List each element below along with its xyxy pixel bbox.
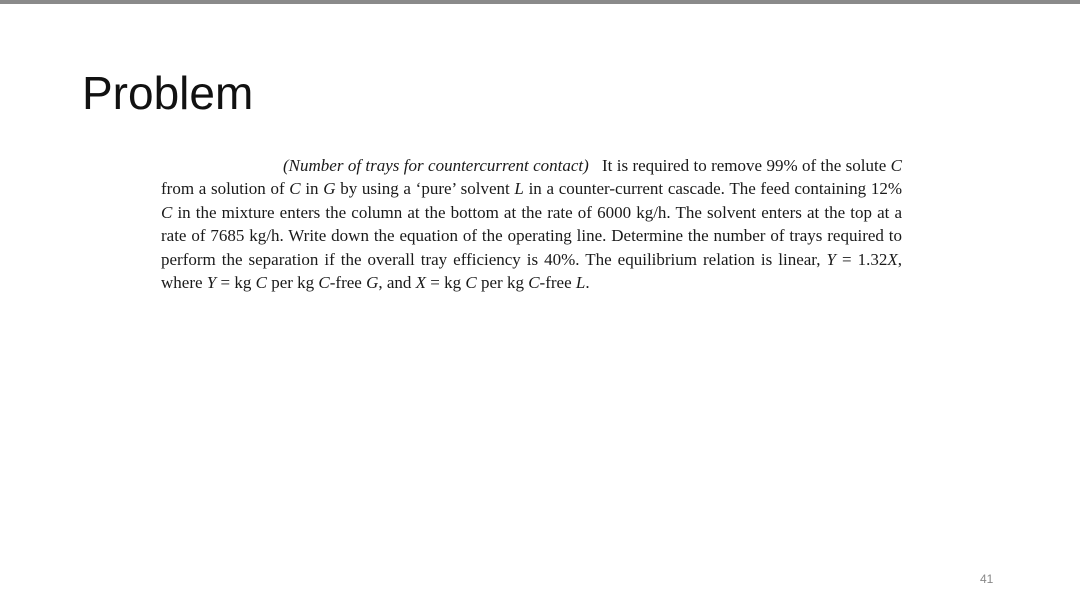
variable-l: L bbox=[575, 273, 586, 293]
variable-y: Y bbox=[206, 273, 217, 293]
variable-c: C bbox=[255, 273, 267, 293]
page-number: 41 bbox=[980, 572, 994, 586]
problem-text-segment: , and bbox=[378, 273, 416, 293]
variable-c: C bbox=[465, 273, 477, 293]
problem-statement bbox=[161, 154, 902, 294]
problem-text-segment: = kg bbox=[216, 273, 256, 293]
variable-g: G bbox=[323, 179, 336, 199]
variable-x: X bbox=[887, 249, 898, 269]
problem-text-segment: by using a ‘pure’ solvent bbox=[335, 179, 515, 199]
problem-text-segment: in the mixture enters the column at the bottom at the rate of 6000 kg/h. The solvent enters at the top at a rate of 7685 kg/h. Write down the equation of the operating line. Determine the number of trays required to perform the separation if the overall tray efficiency is 40%. The equilibrium relation is linear, bbox=[161, 202, 902, 269]
variable-c: C bbox=[528, 273, 540, 293]
variable-c: C bbox=[318, 273, 330, 293]
variable-l: L bbox=[514, 179, 524, 199]
problem-heading: (Number of trays for countercurrent contact) bbox=[283, 156, 589, 175]
problem-text-segment: , where bbox=[161, 249, 902, 293]
problem-text-segment: It is required to remove 99% of the solute bbox=[601, 156, 891, 175]
problem-text-segment: per kg bbox=[476, 273, 529, 293]
problem-text-segment: per kg bbox=[266, 273, 319, 293]
problem-text-segment: -free bbox=[539, 273, 576, 293]
variable-c: C bbox=[890, 156, 903, 175]
problem-text-segment: . bbox=[585, 273, 590, 293]
variable-c: C bbox=[289, 179, 301, 199]
problem-text-segment: = kg bbox=[426, 273, 466, 293]
slide-title: Problem bbox=[82, 67, 254, 119]
variable-g: G bbox=[366, 273, 379, 293]
variable-c: C bbox=[161, 202, 173, 222]
problem-text-segment: in bbox=[300, 179, 324, 199]
variable-x: X bbox=[415, 273, 427, 293]
problem-text-segment: in a counter-current cascade. The feed containing 12% bbox=[523, 179, 902, 199]
problem-text-segment: = 1.32 bbox=[836, 249, 888, 269]
variable-y: Y bbox=[826, 249, 837, 269]
problem-text-segment: from a solution of bbox=[161, 179, 290, 199]
problem-text-segment: -free bbox=[329, 273, 367, 293]
slide-top-border bbox=[0, 0, 1080, 4]
